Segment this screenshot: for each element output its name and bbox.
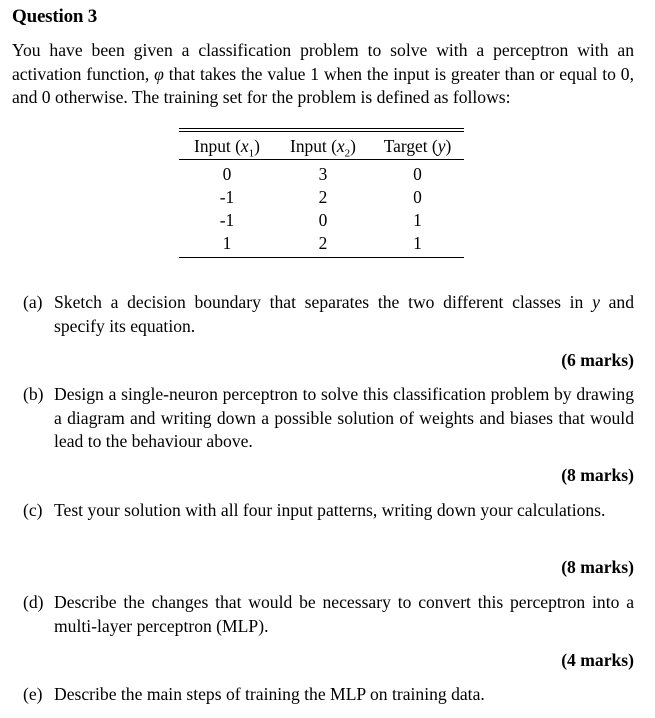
question-heading: Question 3: [12, 6, 98, 27]
part-label: (d): [23, 592, 44, 612]
intro-text-start: You have been given a classification problem to solve with a perceptron with an activation function,: [12, 40, 634, 84]
part-text: Design a single-neuron perceptron to solve this classification problem by drawing a diagram and writing down a possible solution of weights and biases that would lead to the behaviour above.: [54, 384, 634, 451]
table-header-row: [179, 133, 464, 159]
marks-badge: (6 marks): [561, 350, 634, 370]
part-label: (c): [23, 500, 43, 520]
part-text: Describe the main steps of training the MLP on training data.: [54, 684, 485, 704]
part-a: [23, 291, 634, 338]
table-header-x1: Input $(x_1)$: [194, 136, 260, 160]
table-row: [179, 232, 464, 255]
table-row: [179, 163, 464, 186]
table-top-rule: [179, 128, 464, 132]
part-label: (b): [23, 384, 44, 404]
part-d: [23, 591, 634, 638]
table-cell: -1: [219, 210, 235, 230]
table-cell: 0: [222, 164, 232, 184]
marks-badge: (8 marks): [561, 557, 634, 577]
part-c: [23, 499, 634, 523]
table-cell: 2: [318, 233, 328, 253]
intro-text-end: that takes the value 1 when the input is greater than or equal to 0, and 0 otherwise. The training set for the problem is defined as follows:: [12, 63, 634, 107]
part-e: [23, 683, 634, 707]
question-intro: [12, 39, 634, 110]
table-cell: 2: [318, 187, 328, 207]
table-cell: 3: [318, 164, 328, 184]
table-cell: 1: [413, 210, 422, 230]
part-text: Describe the changes that would be necessary to convert this perceptron into a multi-layer perceptron (MLP).: [54, 592, 634, 636]
table-cell: 0: [318, 210, 328, 230]
marks-badge: (4 marks): [561, 650, 634, 670]
part-label: (e): [23, 684, 43, 704]
table-row: [179, 186, 464, 209]
part-label: (a): [23, 292, 43, 312]
part-text: Test your solution with all four input patterns, writing down your calculations.: [54, 500, 606, 520]
table-header-rule: [179, 159, 464, 160]
table-header-x2: Input $(x_2)$: [290, 136, 356, 160]
table-row: [179, 209, 464, 232]
table-cell: -1: [219, 187, 235, 207]
table-cell: 0: [413, 187, 422, 207]
table-cell: 1: [413, 233, 422, 253]
training-set-table: [179, 128, 464, 258]
part-b: [23, 383, 634, 454]
table-cell: 0: [413, 164, 422, 184]
table-bottom-rule: [179, 257, 464, 258]
part-text: Sketch a decision boundary that separates the two different classes in y and specify its equation.: [54, 292, 634, 336]
table-cell: 1: [222, 233, 232, 253]
phi-symbol: φ: [154, 63, 164, 84]
marks-badge: (8 marks): [561, 465, 634, 485]
table-header-target: Target (y): [383, 136, 452, 156]
